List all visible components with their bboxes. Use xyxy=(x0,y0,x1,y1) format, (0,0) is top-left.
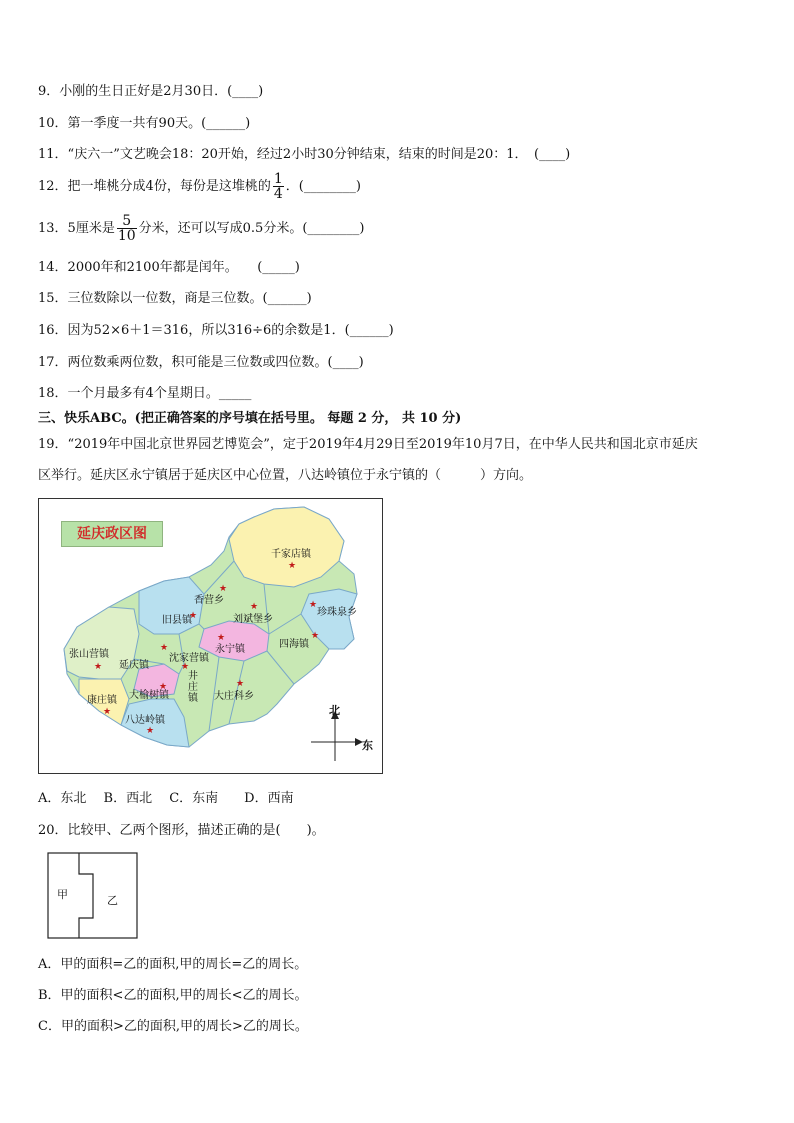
town-yanqing: 延庆镇 xyxy=(119,660,149,671)
question-20-stem: 20．比较甲、乙两个图形，描述正确的是( )。 xyxy=(38,823,325,838)
star-icon: ★ xyxy=(236,679,245,689)
yanqing-district-map xyxy=(38,498,383,774)
town-zhangshanying: 张山营镇 xyxy=(69,649,109,660)
star-icon: ★ xyxy=(103,707,112,717)
question-10: 10．第一季度一共有90天。(______) xyxy=(38,116,251,131)
star-icon: ★ xyxy=(217,633,226,643)
question-20-option-c: C．甲的面积>乙的面积,甲的周长>乙的周长。 xyxy=(38,1019,308,1034)
fraction-five-tenths xyxy=(117,214,137,243)
question-19-options: A．东北 B．西北 C．东南 D．西南 xyxy=(38,791,294,806)
town-liubinbao: 刘斌堡乡 xyxy=(233,614,273,625)
shape-label-yi: 乙 xyxy=(107,894,118,907)
star-icon: ★ xyxy=(146,726,155,736)
town-dayushu: 大榆树镇 xyxy=(129,690,169,701)
star-icon: ★ xyxy=(160,643,169,653)
fraction-denominator: 10 xyxy=(117,228,136,244)
question-19-line-1: 19．“2019年中国北京世界园艺博览会”，定于2019年4月29日至2019年10月7日，在中华人民共和国北京市延庆 xyxy=(38,437,698,452)
section-3-heading: 三、快乐ABC。(把正确答案的序号填在括号里。 每题 2 分， 共 10 分) xyxy=(38,411,462,426)
star-icon: ★ xyxy=(219,584,228,594)
question-20-option-a: A．甲的面积=乙的面积,甲的周长=乙的周长。 xyxy=(38,957,308,972)
question-13-rest: 分米，还可以写成0.5分米。(________) xyxy=(138,221,365,236)
question-12 xyxy=(38,172,361,201)
town-jiuxian: 旧县镇 xyxy=(162,615,192,626)
town-sihai: 四海镇 xyxy=(279,639,309,650)
compass-east-label: 东 xyxy=(362,739,373,752)
star-icon: ★ xyxy=(288,561,297,571)
town-badaling: 八达岭镇 xyxy=(125,715,165,726)
star-icon: ★ xyxy=(189,611,198,621)
compass-north-label: 北 xyxy=(329,704,340,717)
question-11: 11．“庆六一”文艺晚会18：20开始，经过2小时30分钟结束，结束的时间是20：1． (____) xyxy=(38,147,571,162)
star-icon: ★ xyxy=(250,602,259,612)
star-icon: ★ xyxy=(311,631,320,641)
shape-label-jia: 甲 xyxy=(57,888,68,901)
star-icon: ★ xyxy=(94,662,103,672)
fraction-numerator: 1 xyxy=(273,171,283,187)
town-shenjiaying: 沈家营镇 xyxy=(169,653,209,664)
question-13-text: 13．5厘米是 xyxy=(38,221,115,236)
star-icon: ★ xyxy=(159,682,168,692)
question-12-text: 12．把一堆桃分成4份，每份是这堆桃的 xyxy=(38,179,271,194)
question-9: 9．小刚的生日正好是2月30日．(____) xyxy=(38,84,264,99)
question-12-blank: ．(________) xyxy=(285,179,361,194)
map-title: 延庆政区图 xyxy=(61,521,163,547)
question-18: 18．一个月最多有4个星期日。_____ xyxy=(38,386,252,401)
fraction-numerator: 5 xyxy=(117,214,137,229)
shape-comparison-figure xyxy=(47,852,139,940)
question-17: 17．两位数乘两位数，积可能是三位数或四位数。(____) xyxy=(38,355,364,370)
question-14: 14．2000年和2100年都是闰年。 (_____) xyxy=(38,260,300,275)
star-icon: ★ xyxy=(181,662,190,672)
question-16: 16．因为52×6＋1＝316，所以316÷6的余数是1．(______) xyxy=(38,323,394,338)
town-yongning: 永宁镇 xyxy=(215,644,245,655)
town-jingzhuang: 井庄镇 xyxy=(188,671,198,704)
question-15: 15．三位数除以一位数，商是三位数。(______) xyxy=(38,291,312,306)
fraction-denominator: 4 xyxy=(273,186,283,202)
town-kangzhuang: 康庄镇 xyxy=(87,695,117,706)
town-xiangying: 香营乡 xyxy=(194,595,224,606)
town-qianjiadian: 千家店镇 xyxy=(271,549,311,560)
question-19-line-2: 区举行。延庆区永宁镇居于延庆区中心位置，八达岭镇位于永宁镇的（ ）方向。 xyxy=(38,468,533,483)
fraction-one-quarter xyxy=(273,172,284,201)
town-dazhuangke: 大庄科乡 xyxy=(214,691,254,702)
question-13 xyxy=(38,214,364,243)
star-icon: ★ xyxy=(309,600,318,610)
question-20-option-b: B．甲的面积<乙的面积,甲的周长<乙的周长。 xyxy=(38,988,308,1003)
town-zhenzhuquan: 珍珠泉乡 xyxy=(317,607,357,618)
